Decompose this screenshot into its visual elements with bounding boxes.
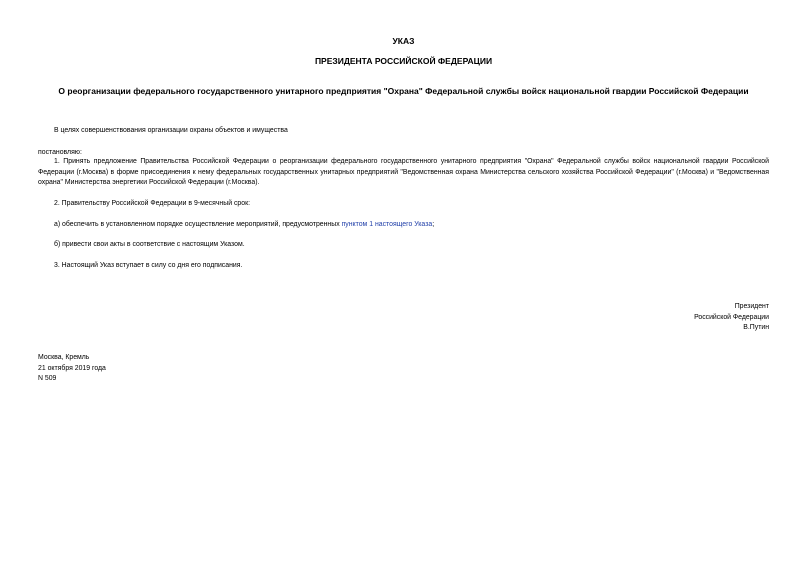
signature-country: Российской Федерации — [694, 313, 769, 321]
issue-date: 21 октября 2019 года — [38, 364, 106, 372]
item-2a-prefix: а) обеспечить в установленном порядке осуществление мероприятий, предусмотренных — [54, 221, 342, 228]
document-subtitle: ПРЕЗИДЕНТА РОССИЙСКОЙ ФЕДЕРАЦИИ — [314, 56, 493, 66]
item-2b-paragraph: б) привести свои акты в соответствие с настоящим Указом. — [54, 241, 245, 248]
item-2a-paragraph — [38, 220, 769, 231]
issue-info-block — [38, 353, 106, 385]
signature-block — [694, 302, 769, 334]
document-heading: О реорганизации федерального государственного унитарного предприятия "Охрана" Федеральной службы войск национальной гвардии Российской Федерации — [58, 86, 749, 96]
item-1-paragraph: 1. Принять предложение Правительства Российской Федерации о реорганизации федерального государственного унитарного предприятия "Охрана" Федеральной службы войск национальной гвардии Российской Федерации (г.Москва) в форме присоединения к нему федеральных государственных унитарных предприятий "Ведомственная охрана Министерства сельского хозяйства Российской Федерации" (г.Москва) и "Ведомственная охрана" Министерства энергетики Российской Федерации (г.Москва). — [38, 158, 769, 186]
document-title: УКАЗ — [392, 36, 415, 46]
signature-position: Президент — [734, 303, 769, 310]
issue-place: Москва, Кремль — [38, 354, 90, 361]
item-2a-suffix: ; — [432, 221, 435, 228]
item-3-paragraph: 3. Настоящий Указ вступает в силу со дня его подписания. — [54, 262, 243, 269]
item-1-link[interactable]: пунктом 1 настоящего Указа — [341, 221, 433, 228]
decree-word: постановляю: — [38, 149, 82, 156]
item-2-paragraph: 2. Правительству Российской Федерации в 9-месячный срок: — [54, 200, 250, 207]
issue-number: N 509 — [38, 375, 57, 382]
signature-name: В.Путин — [743, 324, 769, 331]
preamble-paragraph: В целях совершенствования организации охраны объектов и имущества — [54, 127, 288, 134]
